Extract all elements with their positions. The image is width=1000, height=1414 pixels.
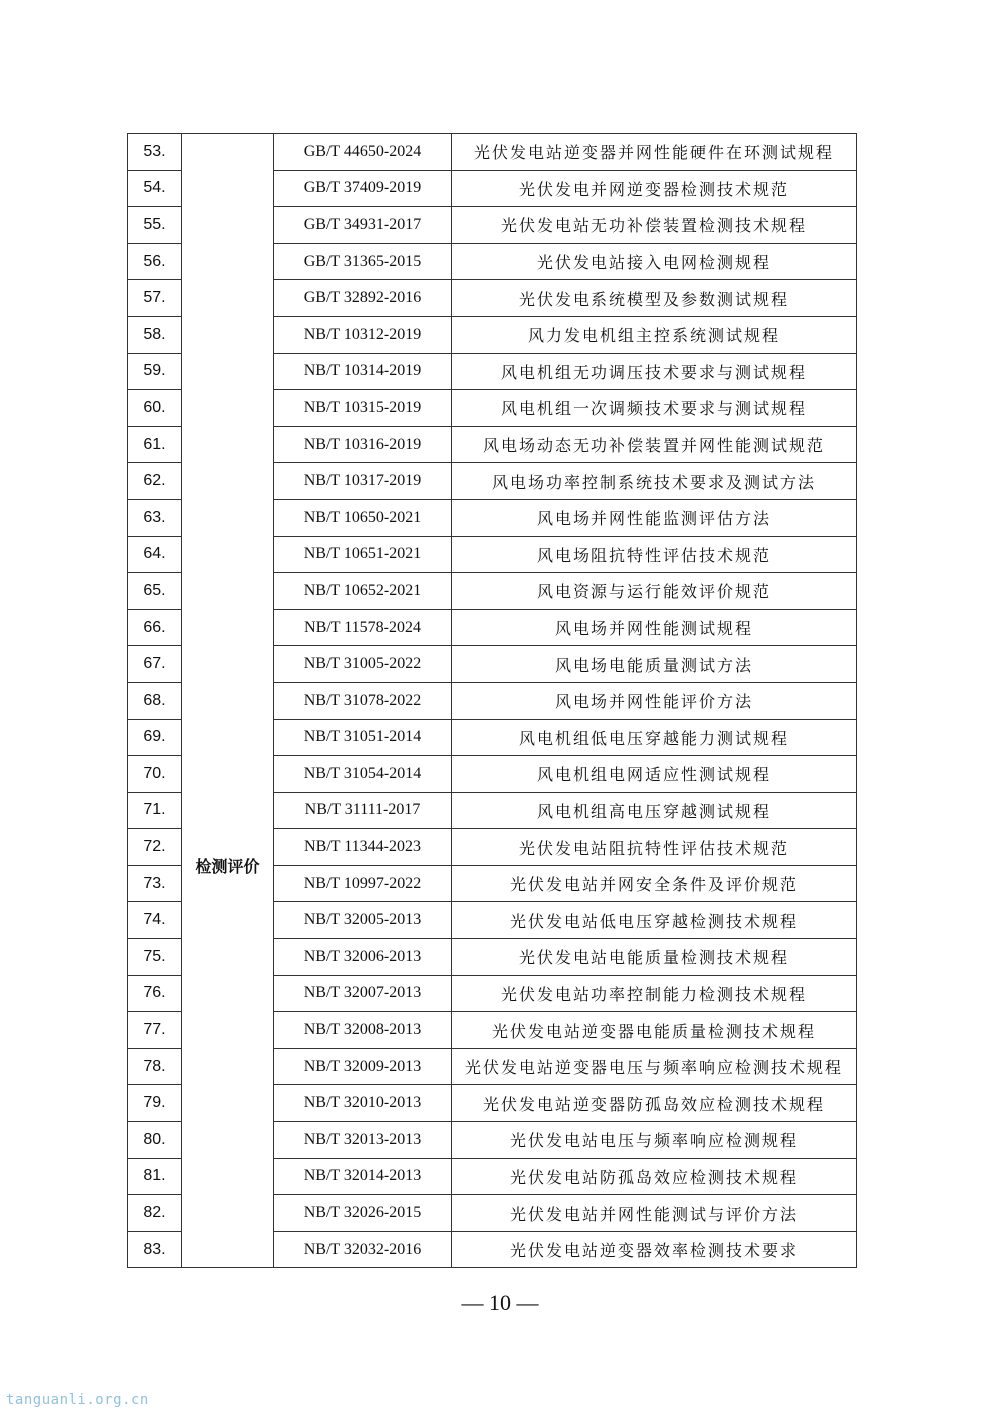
standard-code: NB/T 10317-2019	[274, 463, 452, 500]
row-number: 65.	[128, 573, 182, 610]
row-number: 63.	[128, 499, 182, 536]
row-number: 54.	[128, 170, 182, 207]
standard-name: 光伏发电站逆变器电压与频率响应检测技术规程	[452, 1048, 857, 1085]
standard-code: GB/T 44650-2024	[274, 134, 452, 171]
standard-code: NB/T 10315-2019	[274, 390, 452, 427]
standard-name: 风电场并网性能测试规程	[452, 609, 857, 646]
row-number: 53.	[128, 134, 182, 171]
standard-code: NB/T 32013-2013	[274, 1122, 452, 1159]
standard-name: 光伏发电站防孤岛效应检测技术规程	[452, 1158, 857, 1195]
row-number: 73.	[128, 865, 182, 902]
standard-code: NB/T 32014-2013	[274, 1158, 452, 1195]
row-number: 72.	[128, 829, 182, 866]
standard-code: NB/T 10652-2021	[274, 573, 452, 610]
row-number: 69.	[128, 719, 182, 756]
standard-name: 风电机组电网适应性测试规程	[452, 756, 857, 793]
table-row	[128, 134, 857, 171]
row-number: 68.	[128, 682, 182, 719]
standard-name: 风电场并网性能监测评估方法	[452, 499, 857, 536]
row-number: 82.	[128, 1195, 182, 1232]
standard-name: 风电场电能质量测试方法	[452, 646, 857, 683]
standard-name: 光伏发电站功率控制能力检测技术规程	[452, 975, 857, 1012]
standard-name: 光伏发电站逆变器防孤岛效应检测技术规程	[452, 1085, 857, 1122]
standard-code: NB/T 10650-2021	[274, 499, 452, 536]
row-number: 83.	[128, 1231, 182, 1268]
standard-name: 光伏发电站阻抗特性评估技术规范	[452, 829, 857, 866]
standard-code: NB/T 10997-2022	[274, 865, 452, 902]
standard-name: 风电场阻抗特性评估技术规范	[452, 536, 857, 573]
standard-code: NB/T 31078-2022	[274, 682, 452, 719]
standards-table	[127, 133, 857, 1268]
standard-code: NB/T 32005-2013	[274, 902, 452, 939]
standard-name: 光伏发电系统模型及参数测试规程	[452, 280, 857, 317]
standard-code: NB/T 10314-2019	[274, 353, 452, 390]
row-number: 59.	[128, 353, 182, 390]
standard-code: NB/T 10312-2019	[274, 316, 452, 353]
row-number: 78.	[128, 1048, 182, 1085]
standard-name: 光伏发电站无功补偿装置检测技术规程	[452, 207, 857, 244]
row-number: 71.	[128, 792, 182, 829]
standard-code: GB/T 34931-2017	[274, 207, 452, 244]
row-number: 57.	[128, 280, 182, 317]
standards-table-body	[128, 134, 857, 1268]
standard-name: 风电资源与运行能效评价规范	[452, 573, 857, 610]
standard-code: NB/T 31005-2022	[274, 646, 452, 683]
row-number: 60.	[128, 390, 182, 427]
row-number: 58.	[128, 316, 182, 353]
row-number: 70.	[128, 756, 182, 793]
standard-name: 光伏发电并网逆变器检测技术规范	[452, 170, 857, 207]
standard-name: 光伏发电站低电压穿越检测技术规程	[452, 902, 857, 939]
row-number: 56.	[128, 243, 182, 280]
page-number: — 10 —	[461, 1290, 539, 1315]
row-number: 62.	[128, 463, 182, 500]
row-number: 81.	[128, 1158, 182, 1195]
row-number: 75.	[128, 939, 182, 976]
standard-code: GB/T 37409-2019	[274, 170, 452, 207]
standard-code: NB/T 32008-2013	[274, 1012, 452, 1049]
standard-code: NB/T 32026-2015	[274, 1195, 452, 1232]
standard-name: 风电机组一次调频技术要求与测试规程	[452, 390, 857, 427]
standard-code: NB/T 11578-2024	[274, 609, 452, 646]
standard-name: 风电机组无功调压技术要求与测试规程	[452, 353, 857, 390]
standard-code: NB/T 32006-2013	[274, 939, 452, 976]
standard-code: NB/T 32032-2016	[274, 1231, 452, 1268]
standard-code: NB/T 32010-2013	[274, 1085, 452, 1122]
row-number: 77.	[128, 1012, 182, 1049]
row-number: 80.	[128, 1122, 182, 1159]
standard-code: GB/T 32892-2016	[274, 280, 452, 317]
standard-name: 风电场动态无功补偿装置并网性能测试规范	[452, 426, 857, 463]
standard-code: NB/T 10316-2019	[274, 426, 452, 463]
standard-code: NB/T 31054-2014	[274, 756, 452, 793]
row-number: 74.	[128, 902, 182, 939]
standard-code: NB/T 32007-2013	[274, 975, 452, 1012]
standard-code: NB/T 31111-2017	[274, 792, 452, 829]
row-number: 64.	[128, 536, 182, 573]
standard-name: 光伏发电站逆变器并网性能硬件在环测试规程	[452, 134, 857, 171]
standard-name: 光伏发电站接入电网检测规程	[452, 243, 857, 280]
standard-name: 光伏发电站逆变器效率检测技术要求	[452, 1231, 857, 1268]
row-number: 55.	[128, 207, 182, 244]
standard-code: GB/T 31365-2015	[274, 243, 452, 280]
standard-code: NB/T 32009-2013	[274, 1048, 452, 1085]
standard-code: NB/T 11344-2023	[274, 829, 452, 866]
row-number: 79.	[128, 1085, 182, 1122]
standard-name: 风力发电机组主控系统测试规程	[452, 316, 857, 353]
standard-name: 光伏发电站并网安全条件及评价规范	[452, 865, 857, 902]
row-number: 66.	[128, 609, 182, 646]
standard-name: 风电机组高电压穿越测试规程	[452, 792, 857, 829]
row-number: 76.	[128, 975, 182, 1012]
standard-name: 光伏发电站逆变器电能质量检测技术规程	[452, 1012, 857, 1049]
standard-name: 光伏发电站电压与频率响应检测规程	[452, 1122, 857, 1159]
standard-name: 光伏发电站并网性能测试与评价方法	[452, 1195, 857, 1232]
standard-name: 风电机组低电压穿越能力测试规程	[452, 719, 857, 756]
standard-code: NB/T 31051-2014	[274, 719, 452, 756]
standard-code: NB/T 10651-2021	[274, 536, 452, 573]
standard-name: 风电场并网性能评价方法	[452, 682, 857, 719]
category-cell: 检测评价	[182, 134, 274, 1268]
standard-name: 风电场功率控制系统技术要求及测试方法	[452, 463, 857, 500]
standard-name: 光伏发电站电能质量检测技术规程	[452, 939, 857, 976]
row-number: 61.	[128, 426, 182, 463]
row-number: 67.	[128, 646, 182, 683]
watermark: tanguanli.org.cn	[6, 1392, 149, 1408]
